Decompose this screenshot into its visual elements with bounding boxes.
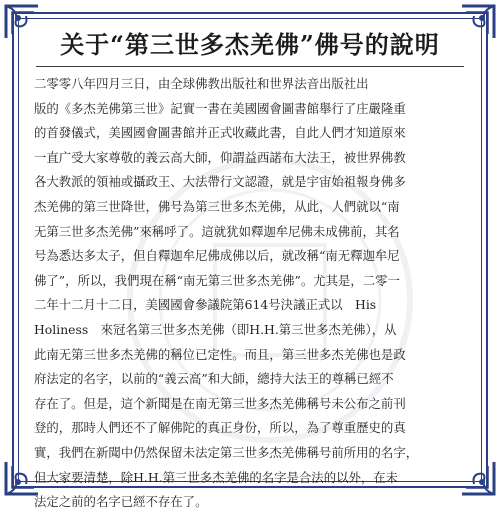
document-title: 关于“第三世多杰羌佛”佛号的說明	[60, 30, 440, 59]
body-line: Holiness 來冠名第三世多杰羌佛（即H.H.第三世多杰羌佛），从	[34, 321, 397, 337]
body-line: 存在了。但是，這个新聞是在南无第三世多杰羌佛稱号未公布之前刊	[34, 395, 406, 411]
body-line: 二零零八年四月三日，由全球佛教出版社和世界法音出版社出	[34, 76, 369, 91]
body-line: 但大家要清楚，除H.H.第三世多杰羌佛的名字是合法的以外，在未	[34, 469, 399, 485]
title-divider	[36, 66, 464, 67]
body-line: 法定之前的名字已經不存在了。	[34, 494, 208, 510]
body-line: 此南无第三世多杰羌佛的稱位已定性。而且，第三世多杰羌佛也是政	[34, 346, 406, 362]
body-line: 杰羌佛的第三世降世，佛号為第三世多杰羌佛，从此，人們就以“南	[34, 198, 400, 214]
body-line: 府法定的名字，以前的“義云高”和大師，總持大法王的尊稱已經不	[34, 371, 394, 387]
body-line: 登的，那時人們还不了解佛陀的真正身份，所以，為了尊重歷史的真	[34, 420, 406, 436]
body-line: 的首發儀式，美國國會圖書館并正式收藏此書，自此人們才知道原來	[34, 125, 406, 141]
body-line: 二年十二月十二日，美國國會參議院第614号決議正式以 His	[34, 297, 377, 313]
body-line: 實，我們在新聞中仍然保留未法定第三世多杰羌佛稱号前所用的名字，	[34, 444, 419, 460]
document-body	[34, 72, 466, 515]
body-line: 号為悉达多太子，但自釋迦牟尼佛成佛以后，就改稱“南无釋迦牟尼	[34, 248, 400, 264]
body-line: 各大教派的領袖或攝政王、大法帶行文認證，就是宇宙始祖報身佛多	[34, 174, 406, 190]
body-line: 版的《多杰羌佛第三世》記實一書在美國國會圖書館舉行了庄嚴隆重	[34, 100, 406, 116]
body-line: 无第三世多杰羌佛”來稱呼了。這就犹如釋迦牟尼佛未成佛前，其名	[34, 223, 400, 239]
body-line: 佛了”，所以，我們現在稱“南无第三世多杰羌佛”。尤其是，二零一	[34, 272, 400, 288]
body-line: 一直广受大家尊敬的義云高大師，仰謂益西諾布大法王，被世界佛教	[34, 149, 406, 165]
